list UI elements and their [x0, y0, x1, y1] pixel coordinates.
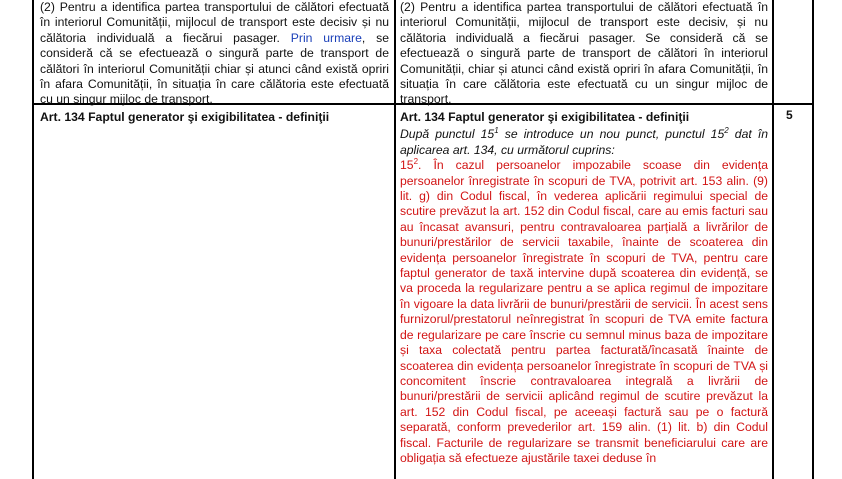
top-left-paragraph	[40, 0, 389, 108]
prin-urmare-link[interactable]: Prin urmare	[290, 30, 362, 45]
main-right-cell	[400, 110, 768, 466]
top-right-cell	[400, 0, 768, 108]
table-border-right	[772, 0, 774, 479]
table-border-middle	[394, 0, 396, 479]
intro-text-c: dat în aplicarea art. 134, cu următorul cuprins:	[400, 127, 768, 157]
main-left-cell	[40, 110, 389, 125]
intro-text-b: se introduce un nou punct, punctul 15	[498, 127, 725, 142]
top-left-text-b: , se consideră că se efectuează o singură parte de transport de călători în interiorul Comunității chiar și atunci când există opriri în afara Comunității, în situația în care călătoria este efectuată cu un singur mijloc de transport.	[40, 30, 389, 107]
top-left-cell	[40, 0, 389, 108]
left-article-heading: Art. 134 Faptul generator şi exigibilitatea - definiţii	[40, 110, 330, 124]
intro-sup-2: 2	[724, 126, 729, 136]
amendment-text: . În cazul persoanelor impozabile scoase din evidența persoanelor înregistrate în scopuri de TVA, potrivit art. 153 alin. (9) lit. g) din Codul fiscal, în vederea aplicării regimului special de scutire prevăzut la art. 152 din Codul fiscal, care au emis facturi sau au încasat avansuri, pentru contravaloarea parțială a livrărilor de bunuri/prestărilor de servicii taxabile, înainte de scoaterea din evidența persoanelor înregistrate în scopuri de TVA, pentru care faptul generator de taxă intervine după scoaterea din evidență, se va proceda la regularizare pentru a se aplica regimul de impozitare în vigoare la data livrării de bunuri/prestării de servicii. În acest sens furnizorul/prestatorul neînregistrat în scopuri de TVA emite factura de regularizare pe care înscrie cu semnul minus baza de impozitare și taxa colectată pentru partea facturată/încasată înainte de scoaterea din evidența persoanelor înregistrate în scopuri de TVA și concomitent înscrie contravaloarea integrală a livrării de bunuri/prestării de servicii aplicând regimul de scutire prevăzut la art. 152 din Codul fiscal, pe aceeași factură sau pe o factură separată, conform prevederilor art. 159 alin. (1) lit. b) din Codul fiscal. Facturile de regularizare se transmit beneficiarului care are obligația să efectueze ajustările taxei deduse în	[400, 158, 768, 465]
row-number: 5	[786, 108, 793, 122]
right-article-heading: Art. 134 Faptul generator şi exigibilitatea - definiţii	[400, 110, 690, 124]
top-left-text-a: (2) Pentru a identifica partea transportului de călători efectuată în interiorul Comunității, mijlocul de transport este decisiv și nu călătoria individuală a fiecărui pasager.	[40, 0, 389, 45]
intro-sup-1: 1	[494, 126, 499, 136]
top-right-paragraph: (2) Pentru a identifica partea transportului de călători efectuată în interiorul Comunității, mijlocul de transport este decisiv, și nu călătoria individuală a fiecărui pasager. Se consideră că se efectuează o singură parte de transport de călători în interiorul Comunității, chiar și atunci când există opriri în afara Comunității, în situația în care călătoria este efectuată cu un singur mijloc de transport.	[400, 0, 768, 107]
table-border-left	[32, 0, 34, 479]
point-sup: 2	[413, 157, 419, 167]
amendment-body	[400, 158, 768, 466]
intro-text-a: După punctul 15	[400, 127, 495, 142]
point-number: 15	[400, 158, 414, 173]
table-border-far-right	[812, 0, 814, 479]
amendment-intro	[400, 127, 768, 158]
